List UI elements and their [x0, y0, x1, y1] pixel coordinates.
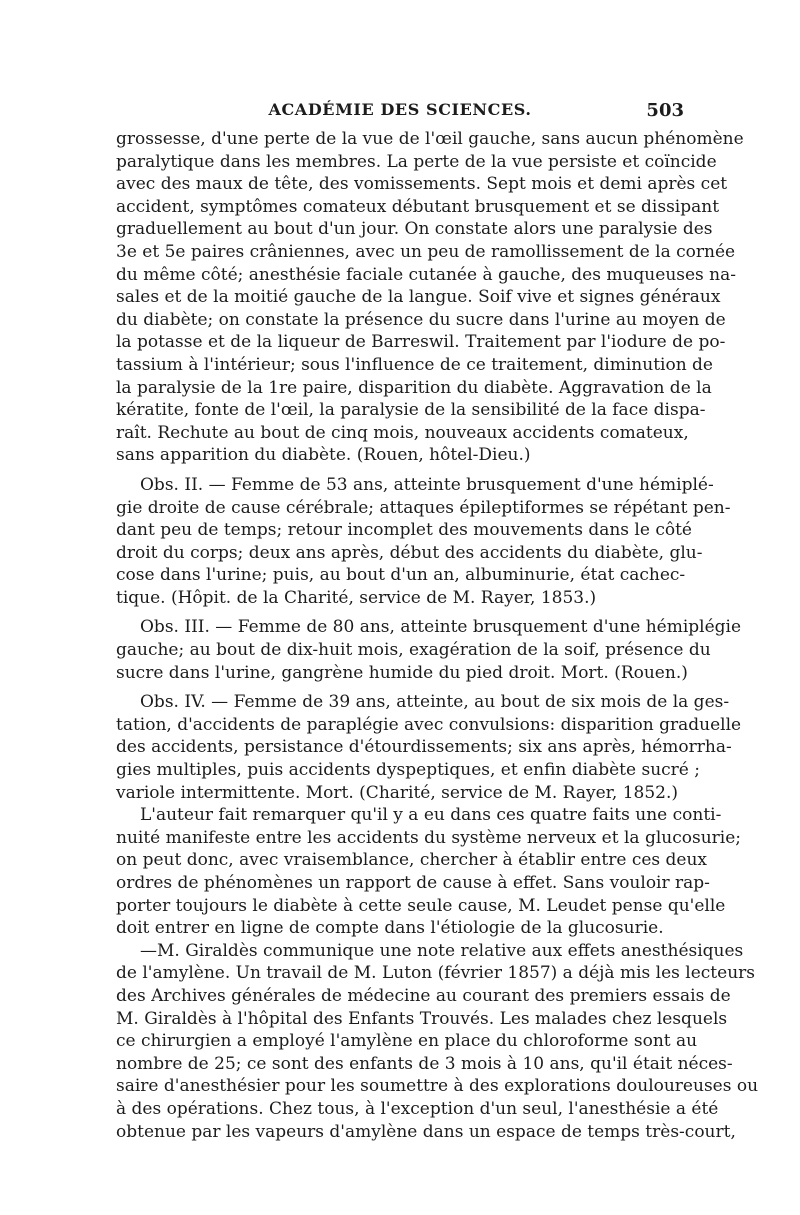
text-line: gies multiples, puis accidents dyspeptiques, et enfin diabète sucré ;: [116, 760, 700, 781]
text-line: obtenue par les vapeurs d'amylène dans un espace de temps très-court,: [116, 1121, 736, 1142]
text-line: accident, symptômes comateux débutant brusquement et se dissipant: [116, 196, 720, 217]
text-line: tique. (Hôpit. de la Charité, service de M. Rayer, 1853.): [116, 587, 597, 608]
text-line: 3e et 5e paires crâniennes, avec un peu de ramollissement de la cornée: [116, 241, 736, 262]
text-line: du diabète; on constate la présence du sucre dans l'urine au moyen de: [116, 309, 726, 330]
text-line: doit entrer en ligne de compte dans l'étiologie de la glucosurie.: [116, 918, 664, 939]
text-line: droit du corps; deux ans après, début des accidents du diabète, glu-: [116, 542, 703, 563]
text-line: avec des maux de tête, des vomissements. Sept mois et demi après cet: [116, 174, 728, 195]
text-line: L'auteur fait remarquer qu'il y a eu dans ces quatre faits une conti-: [140, 805, 722, 826]
paragraph-obs-3: [116, 616, 742, 684]
body-text: [116, 128, 759, 1143]
paragraph-obs-4: [116, 691, 742, 804]
running-title: ACADÉMIE DES SCIENCES.: [268, 100, 532, 119]
text-line: sucre dans l'urine, gangrène humide du pied droit. Mort. (Rouen.): [116, 662, 688, 683]
text-line: cose dans l'urine; puis, au bout d'un an, albuminurie, état cachec-: [116, 565, 686, 586]
text-line: à des opérations. Chez tous, à l'exception d'un seul, l'anesthésie a été: [116, 1098, 719, 1119]
text-line: la paralysie de la 1re paire, disparition du diabète. Aggravation de la: [116, 377, 712, 398]
paragraph-giraldes-note: [116, 940, 759, 1143]
text-line: graduellement au bout d'un jour. On constate alors une paralysie des: [116, 219, 713, 240]
text-line: raît. Rechute au bout de cinq mois, nouveaux accidents comateux,: [116, 422, 689, 443]
text-line: nombre de 25; ce sont des enfants de 3 mois à 10 ans, qu'il était néces-: [116, 1053, 733, 1074]
text-line: porter toujours le diabète à cette seule cause, M. Leudet pense qu'elle: [116, 895, 726, 916]
text-line: gauche; au bout de dix-huit mois, exagération de la soif, présence du: [116, 640, 711, 661]
text-line: Obs. II. — Femme de 53 ans, atteinte brusquement d'une hémiplé-: [140, 474, 714, 495]
text-line: ordres de phénomènes un rapport de cause à effet. Sans vouloir rap-: [116, 873, 710, 893]
text-line: des accidents, persistance d'étourdissements; six ans après, hémorrha-: [116, 737, 732, 758]
text-line: saire d'anesthésier pour les soumettre à des explorations douloureuses ou: [116, 1076, 759, 1097]
text-line: ce chirurgien a employé l'amylène en place du chloroforme sont au: [116, 1031, 698, 1052]
text-line: Obs. IV. — Femme de 39 ans, atteinte, au bout de six mois de la ges-: [140, 692, 730, 713]
text-line: sans apparition du diabète. (Rouen, hôtel-Dieu.): [116, 445, 531, 466]
text-line: tation, d'accidents de paraplégie avec convulsions: disparition graduelle: [116, 714, 742, 735]
text-line: M. Giraldès à l'hôpital des Enfants Trouvés. Les malades chez lesquels: [116, 1008, 728, 1029]
paragraph-author-remarks: [116, 804, 741, 940]
page-number: 503: [646, 100, 684, 121]
text-line: kératite, fonte de l'œil, la paralysie de la sensibilité de la face dispa-: [116, 400, 706, 421]
paragraph-obs-2: [116, 474, 731, 610]
paragraph-obs-1-continuation: [116, 128, 744, 467]
text-line: gie droite de cause cérébrale; attaques épileptiformes se répétant pen-: [116, 497, 731, 518]
text-line: du même côté; anesthésie faciale cutanée à gauche, des muqueuses na-: [116, 264, 737, 285]
text-line: la potasse et de la liqueur de Barreswil. Traitement par l'iodure de po-: [116, 332, 726, 353]
text-line: —M. Giraldès communique une note relative aux effets anesthésiques: [140, 940, 744, 961]
text-line: tassium à l'intérieur; sous l'influence de ce traitement, diminution de: [116, 354, 713, 375]
page-header: [116, 100, 684, 126]
text-line: on peut donc, avec vraisemblance, chercher à établir entre ces deux: [116, 850, 708, 871]
text-line: sales et de la moitié gauche de la langue. Soif vive et signes généraux: [116, 287, 721, 308]
text-line: paralytique dans les membres. La perte de la vue persiste et coïncide: [116, 151, 717, 172]
text-line: de l'amylène. Un travail de M. Luton (février 1857) a déjà mis les lecteurs: [116, 963, 755, 984]
text-line: grossesse, d'une perte de la vue de l'œil gauche, sans aucun phénomène: [116, 129, 744, 149]
text-line: dant peu de temps; retour incomplet des mouvements dans le côté: [116, 520, 692, 541]
text-line: Obs. III. — Femme de 80 ans, atteinte brusquement d'une hémiplégie: [140, 617, 742, 638]
text-line: nuité manifeste entre les accidents du système nerveux et la glucosurie;: [116, 827, 741, 848]
text-line: variole intermittente. Mort. (Charité, service de M. Rayer, 1852.): [116, 782, 679, 803]
text-line: des Archives générales de médecine au courant des premiers essais de: [116, 985, 731, 1006]
